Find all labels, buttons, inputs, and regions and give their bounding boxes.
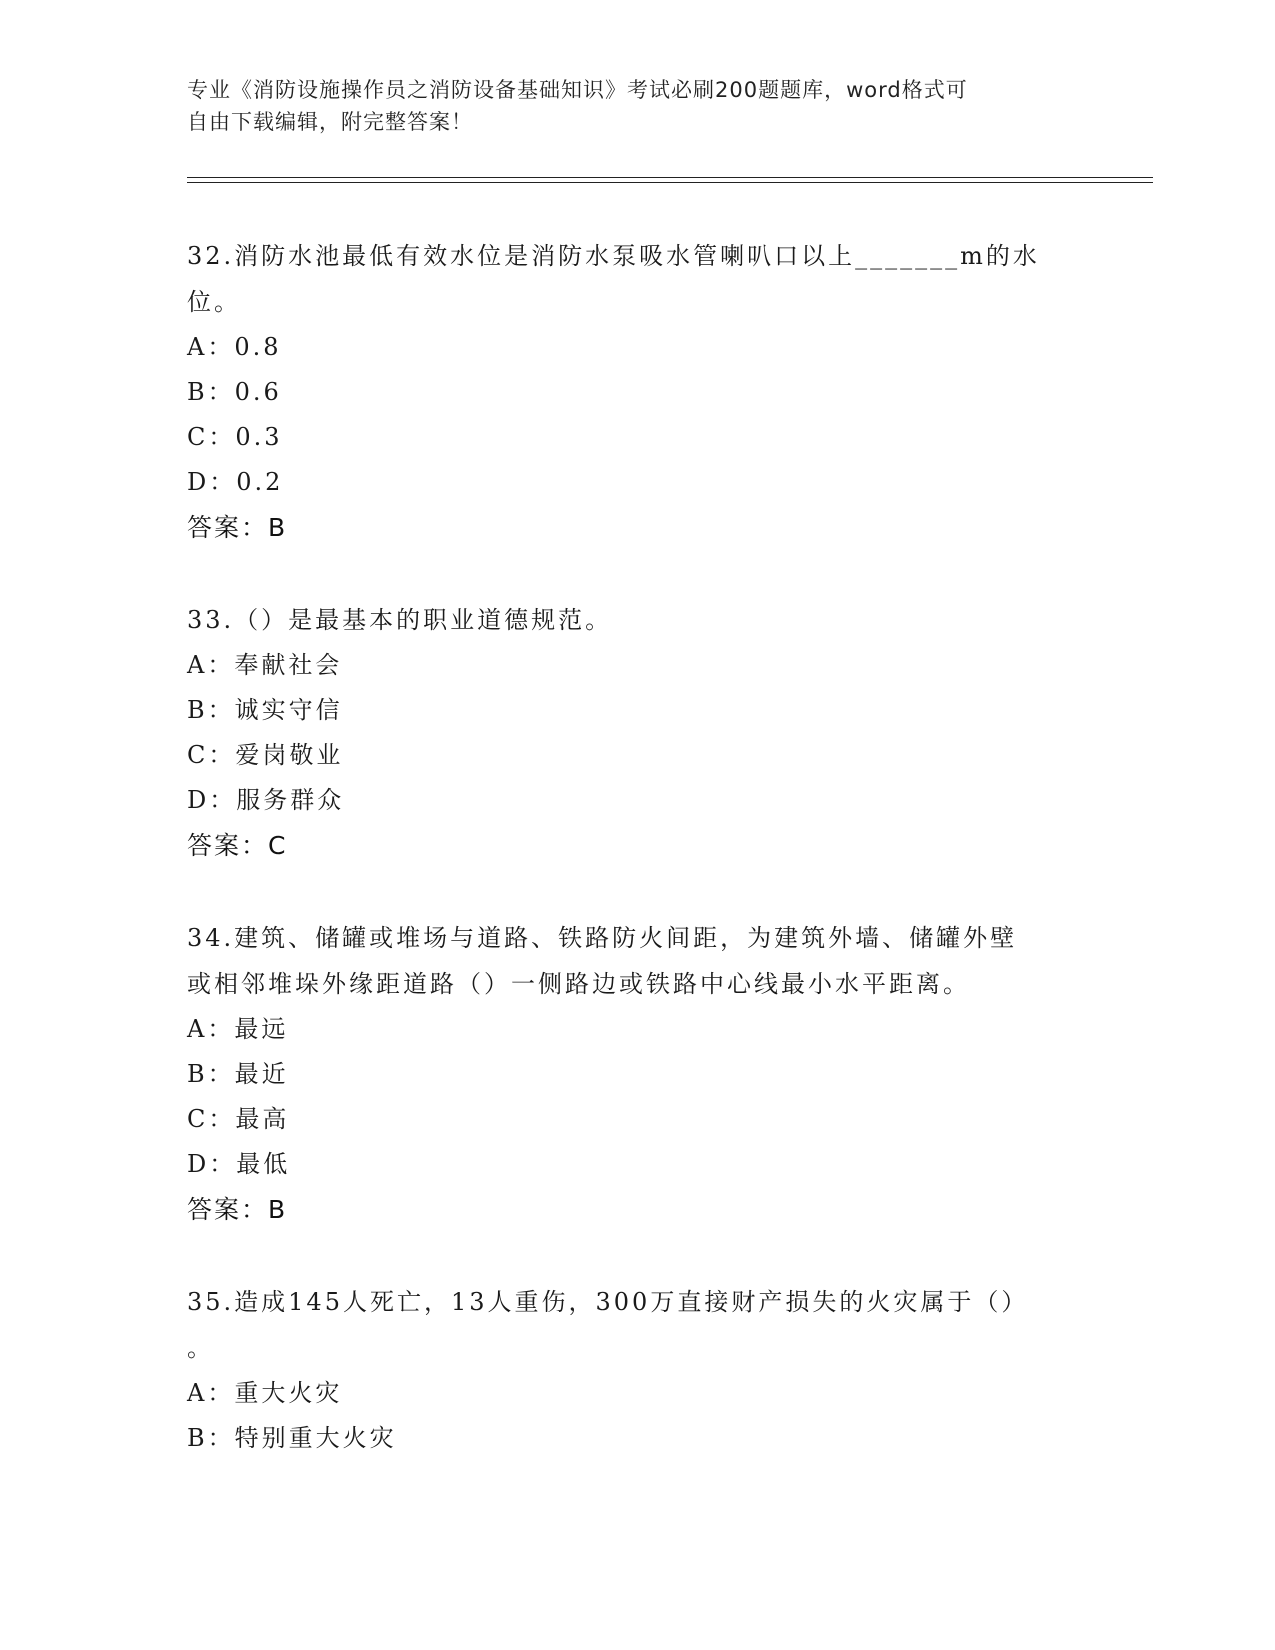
option-c: C：爱岗敬业 [187,741,344,769]
option-c: C：最高 [187,1105,290,1133]
header-line-2: 自由下载编辑，附完整答案！ [187,110,473,134]
option-a: A：奉献社会 [187,651,343,679]
option-c: C：0.3 [187,423,283,451]
question-32 [187,233,1087,551]
option-b: B：0.6 [187,378,282,406]
option-a: A：最远 [187,1015,289,1043]
header-line-1: 专业《消防设施操作员之消防设备基础知识》考试必刷200题题库，word格式可 [187,78,968,102]
question-35 [187,1279,1087,1461]
option-d: D：最低 [187,1150,291,1178]
question-stem-line: 33.（）是最基本的职业道德规范。 [187,606,613,634]
option-d: D：0.2 [187,468,284,496]
question-33 [187,597,1087,869]
header-divider-bottom [187,182,1153,183]
question-stem-line: 或相邻堆垛外缘距道路（）一侧路边或铁路中心线最小水平距离。 [187,970,970,998]
question-stem-line: 32.消防水池最低有效水位是消防水泵吸水管喇叭口以上_______m的水 [187,242,1040,270]
answer-line: 答案：C [187,831,288,860]
question-stem-line: 。 [187,1334,214,1362]
answer-line: 答案：B [187,513,288,542]
option-b: B：最近 [187,1060,289,1088]
question-stem-line: 34.建筑、储罐或堆场与道路、铁路防火间距，为建筑外墙、储罐外壁 [187,924,1018,952]
option-a: A：重大火灾 [187,1379,343,1407]
header-divider-top [187,177,1153,178]
question-stem-line: 35.造成145人死亡，13人重伤，300万直接财产损失的火灾属于（） [187,1288,1029,1316]
document-header [187,74,1067,138]
question-stem-line: 位。 [187,288,241,316]
option-b: B：特别重大火灾 [187,1424,397,1452]
option-d: D：服务群众 [187,786,345,814]
option-a: A：0.8 [187,333,282,361]
option-b: B：诚实守信 [187,696,343,724]
answer-line: 答案：B [187,1195,288,1224]
question-34 [187,915,1087,1233]
